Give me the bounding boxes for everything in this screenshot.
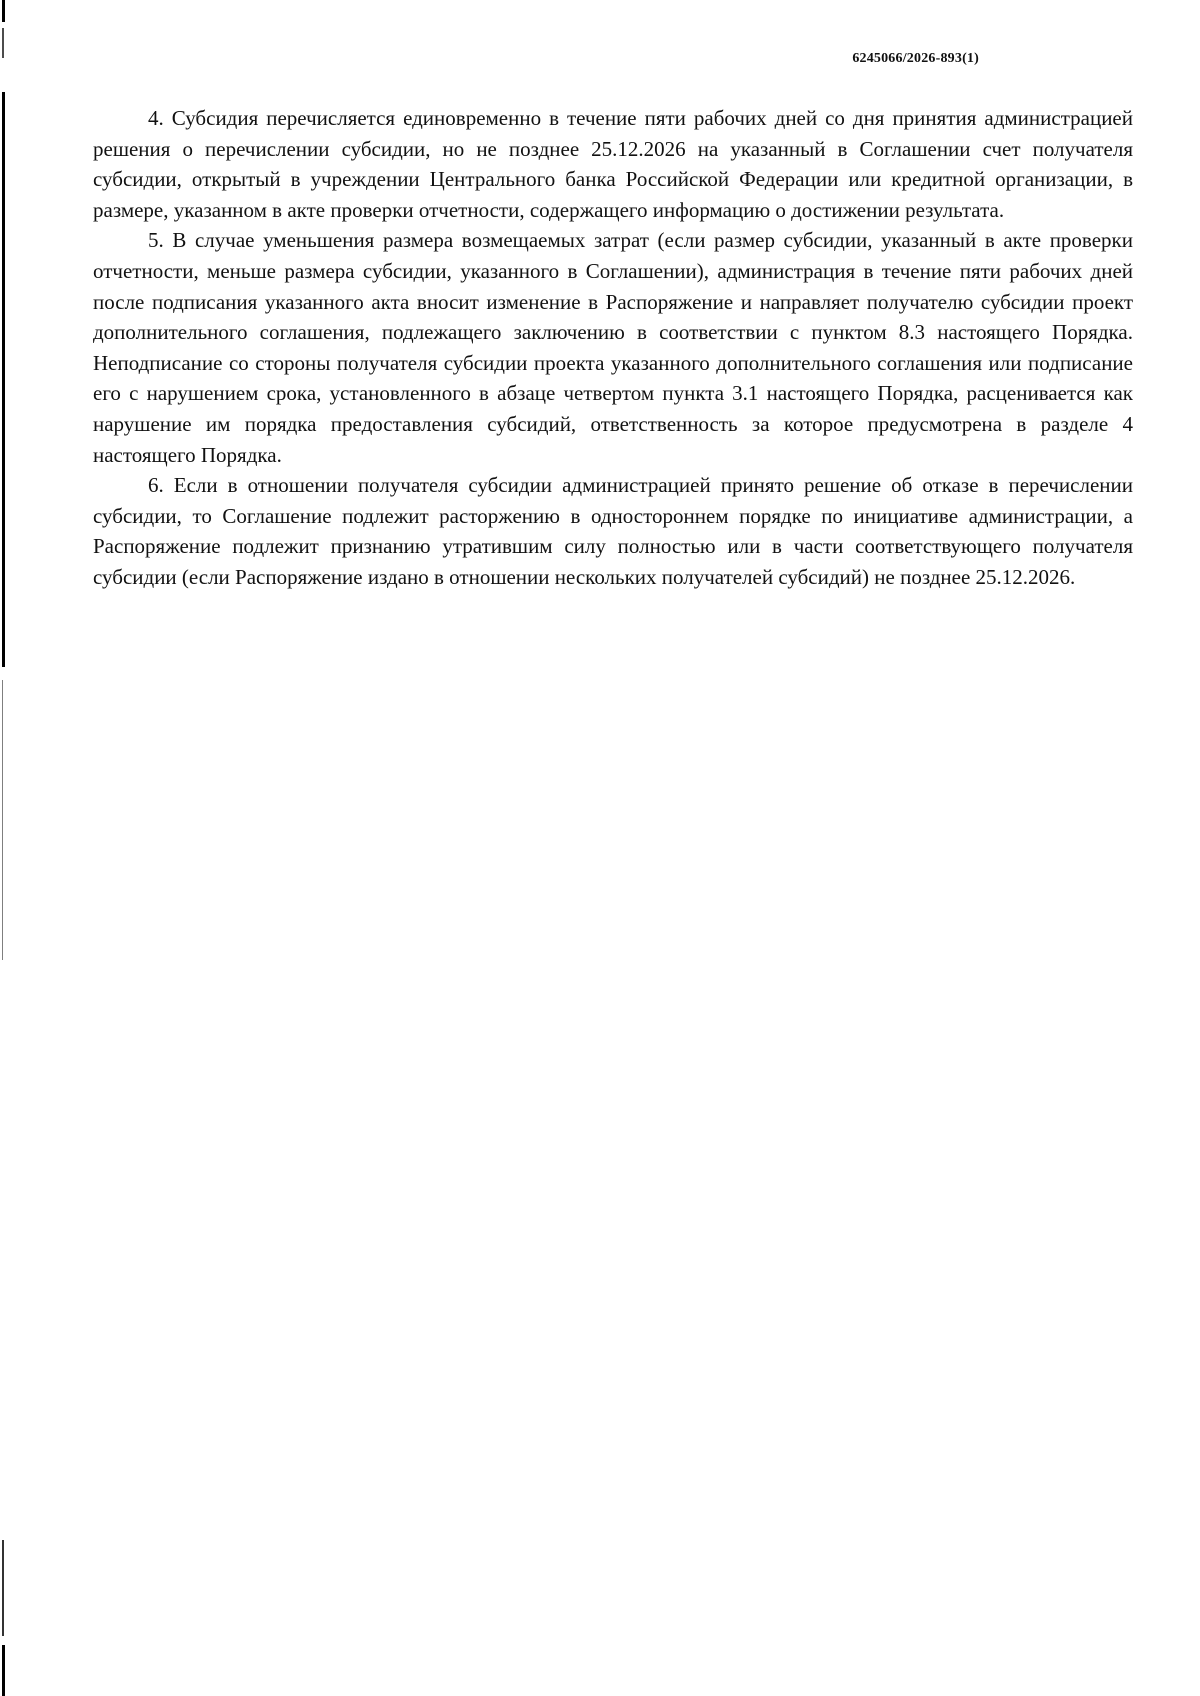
paragraph-6: 6. Если в отношении получателя субсидии администрацией принято решение об отказе в перечислении субсидии, то Соглашение подлежит расторжению в одностороннем порядке по инициативе администрации, а Распоряжение подлежит признанию утратившим силу полностью или в части соответствующего получателя субсидии (если Распоряжение издано в отношении нескольких получателей субсидий) не позднее 25.12.2026. (93, 473, 1133, 589)
document-body (93, 103, 1133, 593)
document-code: 6245066/2026-893(1) (852, 51, 979, 66)
paragraph-5: 5. В случае уменьшения размера возмещаемых затрат (если размер субсидии, указанный в акте проверки отчетности, меньше размера субсидии, указанного в Соглашении), администрация в течение пяти рабочих дней после подписания указанного акта вносит изменение в Распоряжение и направляет получателю субсидии проект дополнительного соглашения, подлежащего заключению в соответствии с пунктом 8.3 настоящего Порядка. Неподписание со стороны получателя субсидии проекта указанного дополнительного соглашения или подписание его с нарушением срока, установленного в абзаце четвертом пункта 3.1 настоящего Порядка, расценивается как нарушение им порядка предоставления субсидий, ответственность за которое предусмотрена в разделе 4 настоящего Порядка. (93, 228, 1133, 467)
paragraph-4: 4. Субсидия перечисляется единовременно в течение пяти рабочих дней со дня принятия администрацией решения о перечислении субсидии, но не позднее 25.12.2026 на указанный в Соглашении счет получателя субсидии, открытый в учреждении Центрального банка Российской Федерации или кредитной организации, в размере, указанном в акте проверки отчетности, содержащего информацию о достижении результата. (93, 106, 1133, 222)
scan-edge-mark (2, 680, 3, 960)
scan-edge-mark (2, 1540, 4, 1636)
scan-edge-mark (2, 0, 5, 22)
scan-edge-mark (2, 92, 5, 667)
scan-edge-mark (2, 28, 4, 58)
scan-edge-mark (2, 1645, 5, 1696)
